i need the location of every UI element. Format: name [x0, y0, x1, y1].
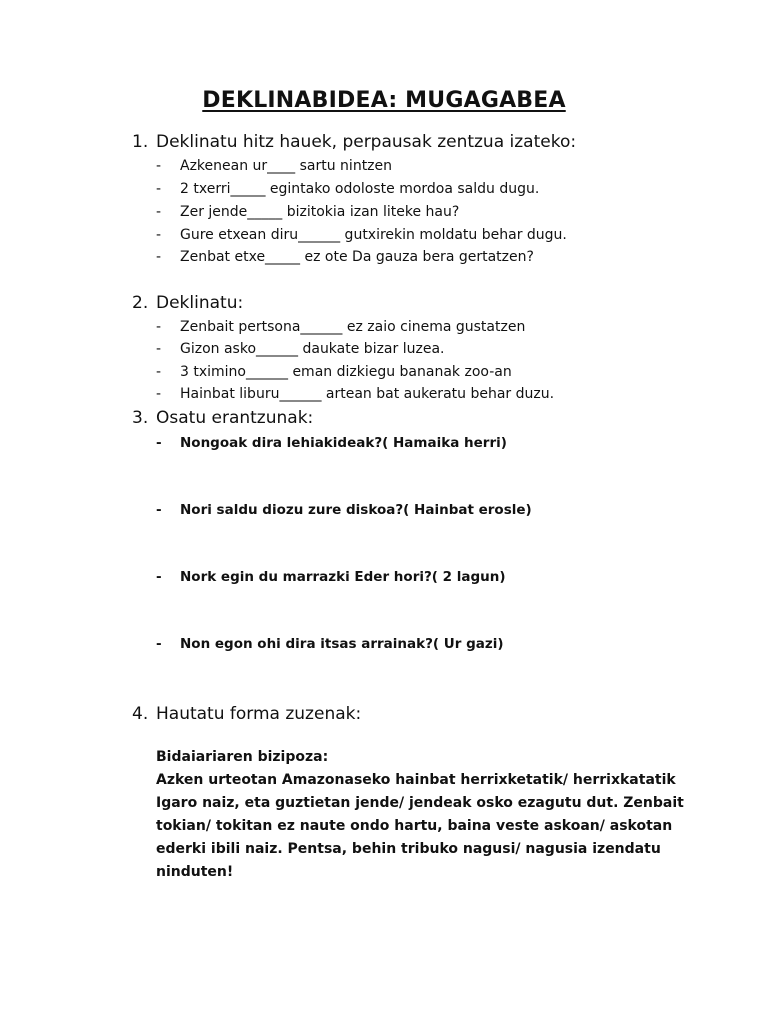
- section-heading-text: Hautatu forma zuzenak:: [156, 704, 362, 724]
- list-item-text: 2 txerri_____ egintako odoloste mordoa saldu dugu.: [180, 181, 540, 197]
- list-dash: -: [156, 204, 162, 220]
- list-dash: -: [156, 181, 162, 197]
- passage-line: tokian/ tokitan ez naute ondo hartu, baina veste askoan/ askotan: [156, 818, 673, 834]
- list-item: [156, 249, 534, 265]
- list-item: [156, 181, 539, 197]
- section-4-heading: [132, 704, 361, 724]
- section-number: 4.: [132, 704, 149, 724]
- question-text: Nori saldu diozu zure diskoa?( Hainbat erosle): [180, 502, 532, 518]
- question-item: [156, 435, 507, 451]
- page-title: DEKLINABIDEA: MUGAGABEA: [202, 88, 566, 113]
- list-item-text: Azkenean ur____ sartu nintzen: [180, 158, 393, 174]
- list-item-text: Zenbat etxe_____ ez ote Da gauza bera gertatzen?: [180, 249, 534, 265]
- passage-line: ederki ibili naiz. Pentsa, behin tribuko nagusi/ nagusia izendatu: [156, 841, 661, 857]
- section-heading-text: Deklinatu hitz hauek, perpausak zentzua izateko:: [156, 132, 577, 152]
- list-item: [156, 204, 459, 220]
- section-number: 1.: [132, 132, 149, 152]
- list-dash: -: [156, 341, 162, 357]
- list-dash: -: [156, 502, 162, 518]
- list-item-text: Zer jende_____ bizitokia izan liteke hau?: [180, 204, 460, 220]
- section-2-heading: [132, 293, 243, 313]
- question-item: [156, 502, 532, 518]
- list-item: [156, 364, 512, 380]
- question-item: [156, 569, 506, 585]
- list-dash: -: [156, 158, 162, 174]
- passage-subtitle: Bidaiariaren bizipoza:: [156, 749, 329, 765]
- section-3-heading: [132, 408, 313, 428]
- list-item-text: 3 tximino______ eman dizkiegu bananak zoo-an: [180, 364, 512, 380]
- section-1-heading: [132, 132, 576, 152]
- question-text: Nongoak dira lehiakideak?( Hamaika herri): [180, 435, 507, 451]
- list-item-text: Gure etxean diru______ gutxirekin moldatu behar dugu.: [180, 227, 567, 243]
- section-heading-text: Osatu erantzunak:: [156, 408, 314, 428]
- list-dash: -: [156, 569, 162, 585]
- list-item: [156, 227, 567, 243]
- list-dash: -: [156, 386, 162, 402]
- section-heading-text: Deklinatu:: [156, 293, 244, 313]
- list-dash: -: [156, 227, 162, 243]
- passage-line: Igaro naiz, eta guztietan jende/ jendeak osko ezagutu dut. Zenbait: [156, 795, 684, 811]
- list-dash: -: [156, 364, 162, 380]
- list-item-text: Zenbait pertsona______ ez zaio cinema gustatzen: [180, 319, 526, 335]
- list-item: [156, 158, 392, 174]
- list-dash: -: [156, 319, 162, 335]
- list-dash: -: [156, 636, 162, 652]
- list-item-text: Hainbat liburu______ artean bat aukeratu behar duzu.: [180, 386, 555, 402]
- list-dash: -: [156, 435, 162, 451]
- list-item: [156, 319, 525, 335]
- question-text: Non egon ohi dira itsas arrainak?( Ur gazi): [180, 636, 504, 652]
- passage-line: Azken urteotan Amazonaseko hainbat herrixketatik/ herrixkatatik: [156, 772, 676, 788]
- section-number: 3.: [132, 408, 149, 428]
- passage-line: ninduten!: [156, 864, 234, 880]
- section-number: 2.: [132, 293, 149, 313]
- list-item: [156, 386, 554, 402]
- question-item: [156, 636, 504, 652]
- question-text: Nork egin du marrazki Eder hori?( 2 lagun): [180, 569, 506, 585]
- list-item-text: Gizon asko______ daukate bizar luzea.: [180, 341, 445, 357]
- list-item: [156, 341, 444, 357]
- list-dash: -: [156, 249, 162, 265]
